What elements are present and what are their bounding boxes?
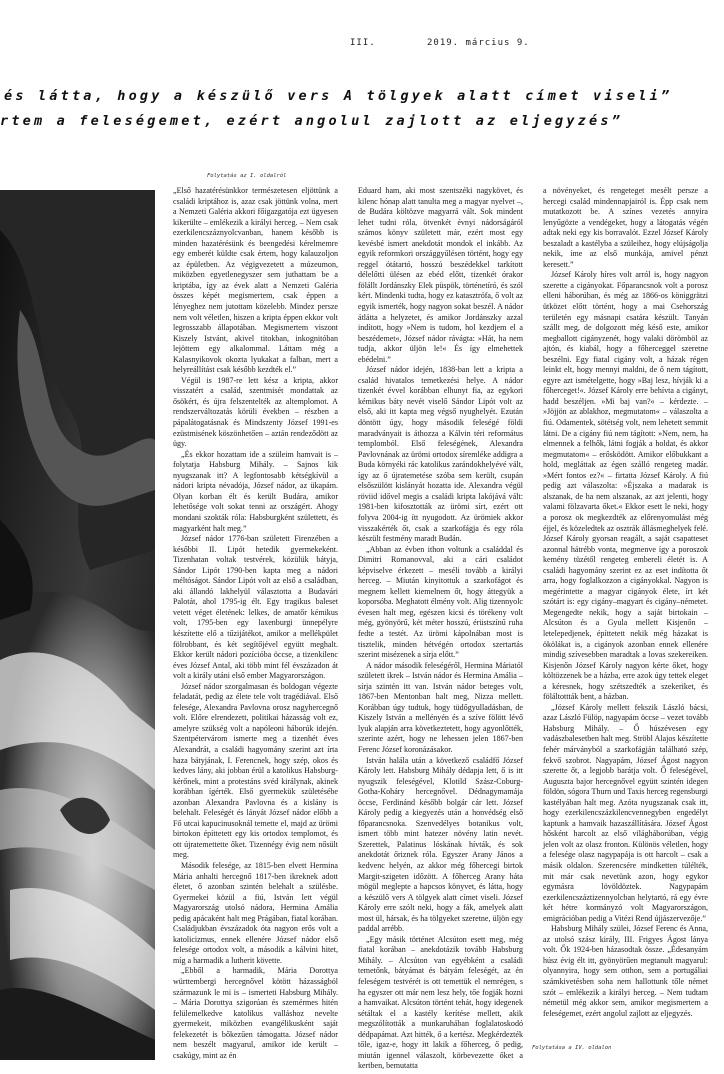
paragraph: Habsburg Mihály szülei, József Ferenc és Anna, az utolsó szász király, III. Frigyes Ágost lánya volt. Ők 1924-ben házasodtak össze. „Édesanyám húsz évig élt itt, gyönyörűen megtanult magyarul: olyannyira, hogy sem otthon, sem a portugáliai számkivetésben soha nem hallottunk tőle német szót – emlékezik a királyi herceg. – Nem tudtam németül még akkor sem, amikor megismertem a feleségemet, ezért angolul zajlott az eljegyzés. — [543, 924, 708, 1018]
paragraph: A nádor második feleségéről, Hermina Máriatól született ikrek – István nádor és Hermina Amália – sírja szintén itt van. István nádor beteges volt, 1867-ben Mentonban halt meg, Nizza mellett. Korábban úgy tudtuk, hogy tüdőgyulladásban, de Kiszely István a mellényén és a szíve fölött lévő lyuk alapján arra következtetett, hogy agyonlőtték, szerinte azért, hogy ne lehessen jelen 1867-ben Ferenc József koronázásakor. — [358, 660, 523, 754]
paragraph: József nádor 1776-ban született Firenzében a későbbi II. Lipót hetedik gyermekeként. Tizenhatan voltak testvérek, közülük bátyja, Sándor Lipót 1790-ben kapta meg a nádori méltóságot. Sándor Lipót volt az első a családban, aki állandó lakhelyül választotta a Budavári Palotát, ahol 1795-ig élt. Egy tragikus baleset vetett véget életének: lelkes, de amatőr kémikus volt, 1795-ben egy laxenburgi ünnepélyre készítette elő a tűzijátékot, amikor a mellékpület fölrobbant, és két segítőjével együtt meghalt. Ekkor került nádori pozícióba öccse, a tizenkilenc éves József Antal, aki több mint fél évszázadon át volt a király utáni első ember Magyarországon. — [173, 534, 338, 681]
paragraph: „Abban az évben ithon voltunk a családdal és Dimitri Romanovval, aki a cári családot képviselve érkezett – meséli tovább a királyi herceg. – Miután kinyitottuk a szarkofágot és megnem kellett kiemelnem őt, hogy áttegyük a koporsóba. Meghatott élmény volt. Alig tizennyolc évesen halt meg, egészen kicsi és törékeny volt még, gyönyörű, két méter hosszú, érüstszínű ruha fedte a testét. Az ürömi kápolnában most is tisztelik, minden hétvégén ortodox szertartás szerint misézenek a sírja előtt.” — [358, 544, 523, 660]
article-column-3 — [543, 186, 708, 1036]
paragraph: Eduard ham, aki most szentszéki nagykövet, és kilenc hónap alatt tanulta meg a magyar nyelvet –, de Budára költözve magyarrá vált. Sok mindent lehet tudni róla, ötvenkét évnyi nádorságáról számos könyv született már, ezért most egy kevésbé ismert anekdotát mondok el inkább. Az egyik reformkori országgyűlésen történt, hogy egy reggel ótátartó, hosszú beszédekkel tarkított délelőtti ülésen az ebéd előtt, tizenkét órakor fölállt Jordánszky Elek püspök, történetíró, és szól kért. Mindenki tudta, hogy ez katasztrófa, ő volt az egyik ismerték, hogy nagyon sokat beszél. A nádor átlátta a helyzetet, és amikor Jordánszky azzal indított, hogy »Nem is tudom, hol kezdjem el a beszédemet«, József nádor rávágta: »Hát, ha nem tudja, akkor üljön le!« És így elmehettek ebédelni.” — [358, 186, 523, 364]
paragraph: József Károly híres volt arról is, hogy nagyon szerette a cigányokat. Főparancsnok volt a porosz elleni háborúban, és még az 1866-os königgrätzi ütközet előtt történt, hogy a mai Csehország területén egy másnapi csatára készült. Tanyán szállt meg, de dolgozott még késő este, amikor megballott cigányzenét, hogy valaki dörömböl az ajtón, és kiabál, hogy a főherceggel szeretne beszélni. Egy fiatal cigány volt, a házak régen leinkt elt, hogy mennyi maldni, de ő nem tágított, egyre azt ismételgette, hogy »Baj lesz, hívják ki a főherceget!«. József Károly erre behívta a cigányt, hadd beszéljen. »Mi baj van?« – kérdezte. – »Jöjjön az ablakhoz, megmutatom« – válaszolta a fiú. Odamentek, sötétség volt, nem lehetett semmit látni. De a cigány fiú nem tágított: »Nem, nem, ha elmennek a felhők, látni fogják a holdat, és akkor megmutatom« – erősködött. Amikor előbukkant a hold, megláttak az égen szálló rengeteg madár. »Mért fontos ez?« – firtatta József Károly. A fiú pedig azt válaszolta: »Éjszaka a madarak is alszanak, de ha nem alszanak, az azt jelenti, hogy valami fölzavarta őket.« Ekkor esett le neki, hogy a porosz ok megkezdték az előrenyomulást még éjjel, és közeledtek az osztrák állásmeghelyek felé. József Károly gyorsan reagált, a saját csapatteset azonnal hátrébb vonta, megmenve így a poroszok kemény tüzétől rengeteg embereli életét is. A családi hagyomány szerint ez az eset indította őt arra, hogy foglalkozzon a cigányokkal. Nagyon is megérintette a magyar cigányok élete, írt két szótárt is: egy cigány–magyart és cigány–németet. Megengedte nekik, hogy a saját birtokain – Alcsúton és a Gyula mellett Kisjenőn – letelepedjenek, építtetett nekik még házakat is ökölákat is, a cigányok azonban ennek ellenére mindig szívesebben maradtak a lovas szekereiken. Kisjenőn József Károly nagyon kérte őket, hogy költözzenek be a házba, erre azok úgy tettek eleget a kéresnek, hogy szétszedték a szekeriket, és föláltottták bent, a házban. — [543, 270, 708, 702]
paragraph: „Egy másik történet Alcsúton esett meg, még fiatal korában – anekdotázik tovább Habsburg Mihály. – Alcsúton van egyébként a családi temetőnk, bátyámat és bátyám feleségét, az én feleségem testvérét is ott temettük el nemrégen, s ha egyszer ott már nem lesz hely, tőe fogják hozni a hamvaikat. Alcsúton történt tehát, hogy idegenek sétáltak el a kastély kerítése mellett, akik megszólították a munkaruhában foglalatoskodó dédpapámat. Azt hitték, ő a kertész. Megkérdezték tőle, igaz-e, hogy itt lakik a főherceg, ő pedig, miután igennel válaszolt, körbevezette őket a kertben, bemutatta — [358, 934, 523, 1071]
paragraph: Végül is 1987-re lett kész a kripta, akkor visszatért a család, szentmisét mondattak az ősökért, és újra felszentelték az altemplomot. A rendszerváltozatás körüli években – részben a pápalátogatásnak és Mindszenty József 1991-es ezüstmisének köszönhetően – aztán rendeződött az ügy. — [173, 375, 338, 449]
publication-date: 2019. március 9. — [427, 38, 530, 48]
paragraph: „Első hazatérésünkkor természetesen eljöttünk a családi kriptához is, azaz csak jöttünk volna, mert a Nemzeti Galéria akkori főigazgatója ezt ügyesen kikerülte – emlékezik a királyi herceg. – Nem csak ezerkilencszáznyolcvanban, hanem később is minden hazatérésünk és beengedési kérelmemre egy emberét küldte csak értem, hogy kalauzoljon az épületben. Az végigvezetett a múzeumon, miközben egyetlenegyszer sem juthattam be a kriptába, így az évek alatt a Nemzeti Galéria összes képét megismertem, csak éppen a lényeghez nem jutottam közelebb. Mindez persze nem volt véletlen, hiszen a kripta éppen ekkor volt legrosszabb állapotában. Megismertem viszont Kiszely Istvánt, akivel titokban, inkognitóban lejöttem egy alkalommal. Láttam még a Kalasnyikovok okozta lyukakat a falban, mert a helyreállítást csak később kezdték el.” — [173, 186, 338, 375]
article-column-1 — [173, 186, 338, 1060]
paragraph: „József Károly mellett fekszik László bácsi, azaz László Fülöp, nagyapám öccse – vezet tovább Habsburg Mihály. – Ő húszévesen egy vadászbalesetben halt meg. Ströbl Alajos készítette fehér márványból a szarkofágján található szép, fekvő szobrot. Nagyapám, József Ágost nagyon szerette őt, a legjobb barátja volt. Ő feleségével, Augusztа bajor hercegnővel együtt szintén idegen földön, sógora Thurn und Taxis herceg regensburgi kastélyában halt meg. Azóta nyugszanak csak itt, hogy ezerkilencszázkilencvennegyben engedélyt kaptunk a hamvaik hazaszállítására. József Ágost hősként harcolt az első világháborúban, végig jelen volt az olasz fronton. Különös véletlen, hogy a felesége olasz nagypapája is ott harcolt – csak a másik oldalon. Szerencsére mindketten túlélték, mit már csak nevetünk azon, hogy egykor egymásra lövöldöztek. Nagypapám ezerkilencszáztizennyolcban helytartó, rá egy évre két hétre kormányzó volt Magyarországon, emigrációban pedig a Vitézi Rend újjászervezője.” — [543, 702, 708, 923]
paragraph: Második felesége, az 1815-ben elvett Hermina Mária anhalti hercegnő 1817-ben ikreknek adott életet, ő azonban szintén belehalt a szülésbe. Gyermekei közül a fiú, István lett végül Magyarország utolsó nádora, Hermina Amália pedig apácaként halt meg Prágában, fiatal korában. Családjukban évszázadok óta nagyon erős volt a katolicizmus, ennek ellenére József nádor első feleségе ortodox volt, a második a kálvini hitet, míg a harmadik a lutherit követte. — [173, 861, 338, 965]
pull-quote-line-1: és látta, hogy a készülő vers A tölgyek alatt címet viseli” — [4, 88, 673, 104]
continued-from-note: Folytatás az I. oldalról — [207, 173, 287, 179]
paragraph: István halála után a következő családfő József Károly lett. Habsburg Mihály dédapja lett, ő is itt nyugszik feleségével, Klotild Szász-Coburg-Gotha-Koháry hercegnővel. Dédnagymamája öccse, Ferdinánd később bolgár cár lett. József Károly pedig a kiegyezés után a honvédség első főparancsnoka. Szenvedélyes botanikus volt, ismert több mint hatezer növény latin nevét. Szerettek, Palatinus lóskának hívták, és sok anekdotát őriznek róla. Egyszer Arany János a kedvenc helyén, az akkor még főhercegi birtok Margit-szigeten időzött. A főherceg Arany háta mögül meglepte a hapcsos könyvet, és látta, hogy a készülő vers A tölgyek alatt címet viseli. József Károly erre szólt neki, hogy a fák, amelyek alatt most ül, hársak, és ha tölgyeket szeretne, üljön egy paddal arrébb. — [358, 755, 523, 934]
paragraph: József nádor idején, 1838-ban lett a kripta a család hivatalos temetkezési helye. A nádor tizenkét évvel korábban elhunyt fia, az egykori kémikus báty nevét viselő Sándor Lipót volt az első, aki itt kapta meg végső nyughelyét. Ezután döntött úgy, hogy második feleségé földi maradványait is áthozza a Kálvin téri református templomból. Első feleségének, Alexandra Pavlovnának az ürömi ortodox síremléke addigra a Buda környéki rác katolikus zarándokhelyévé vált, így az ő újratemetése szóba sem került, csupán elsőszülött kislányát hozatta ide. Alexandra végül röviid idővel megis a családi kripta lakójává vált: 1981-ben kifosztották az ürömi sírt, ezért ott folyva 2004-ig ítt nyugodott. Az ürömiek akkor visszakérték őt, csak a szarkofágja és egy róla készült festmény maradt Budán. — [358, 365, 523, 544]
continued-on-note: Folytatása a IV. oldalon — [532, 1045, 612, 1051]
paragraph: „És ekkor hozattam ide a szüleim hamvait is – folytatja Habsburg Mihály. – Sajnos kik nyugszanak itt? A legfontosabb kétségkívül a nádori kripta névadója, József nádor, az ükapám. Olyan korban élt és került Budára, amikor lehetősége volt sokat tenni az országért. Ahogy mondani szokták róla: Habsburgként születtett, és magyarként halt meg.” — [173, 449, 338, 533]
paragraph: „Ebből a harmadik, Mária Dorottya württembergi hercegnővel kötött házasságból származunk le mi is – ismerteti Habsburg Mihály. – Mária Dorottya szigorúan és szemérmes hitén felülemelkedve katolikus valláshoz nevelte gyermekeit, miközben evangélikusként saját felekezetét is bőkezűen támogatta. József nádor nem beszélt magyarul, amikor ide került – csakúgy, mint az én — [173, 966, 338, 1060]
paragraph: József nádor szorgalmasan és boldogan végezte feladatát, pedig az élete tele volt tragédiával. Első felesége, Alexandra Pavlovna orosz nagyhercegnő volt. Előre elrendezett, politikai házasság volt ez, amelyre szükség volt a napóleoni háborúk idején. Szentpétervárom ismerte meg a tizenhét éves Alexandrát, a családi hagyomány szerint azt írta haza bátyjának, I. Ferencnek, hogy szép, okos és kedves lány, aki jobban érül a katolikus Habsburg-kérőnek, mint a protestáns svéd királynak, akinek korábban ígérték. Első gyermekük születésébe azonban Alexandra Pavlovna és a kislány is belehalt. Feleségét és lányát József nádor előbb a Fő utcai kapucinusoknál temette el, majd az ürömi birtokon építtetett egy kis ortodox templomot, és ott újratemettette őket. Tizennégy évig nem nősült meg. — [173, 681, 338, 860]
section-number: III. — [350, 38, 376, 48]
pull-quote-line-2: rtem a feleségemet, ezért angolul zajlott az eljegyzés” — [0, 113, 624, 129]
paragraph: a növényeket, és rengeteget mesélt persze a hercegi család mindennapjairól is. Épp csak nem mutatkozott be. A színes vezetés annyira lenyűgözte a vendégeket, hogy a látogatás végén adtak neki egy kis borravalót. Ezzel József Károly beszaladt a kastélyba a szüleihez, hogy elújságolja nekik, íme az első munkája, amivel pénzt keresett.” — [543, 186, 708, 269]
portrait-photo — [0, 190, 155, 1060]
article-column-2 — [358, 186, 523, 1071]
